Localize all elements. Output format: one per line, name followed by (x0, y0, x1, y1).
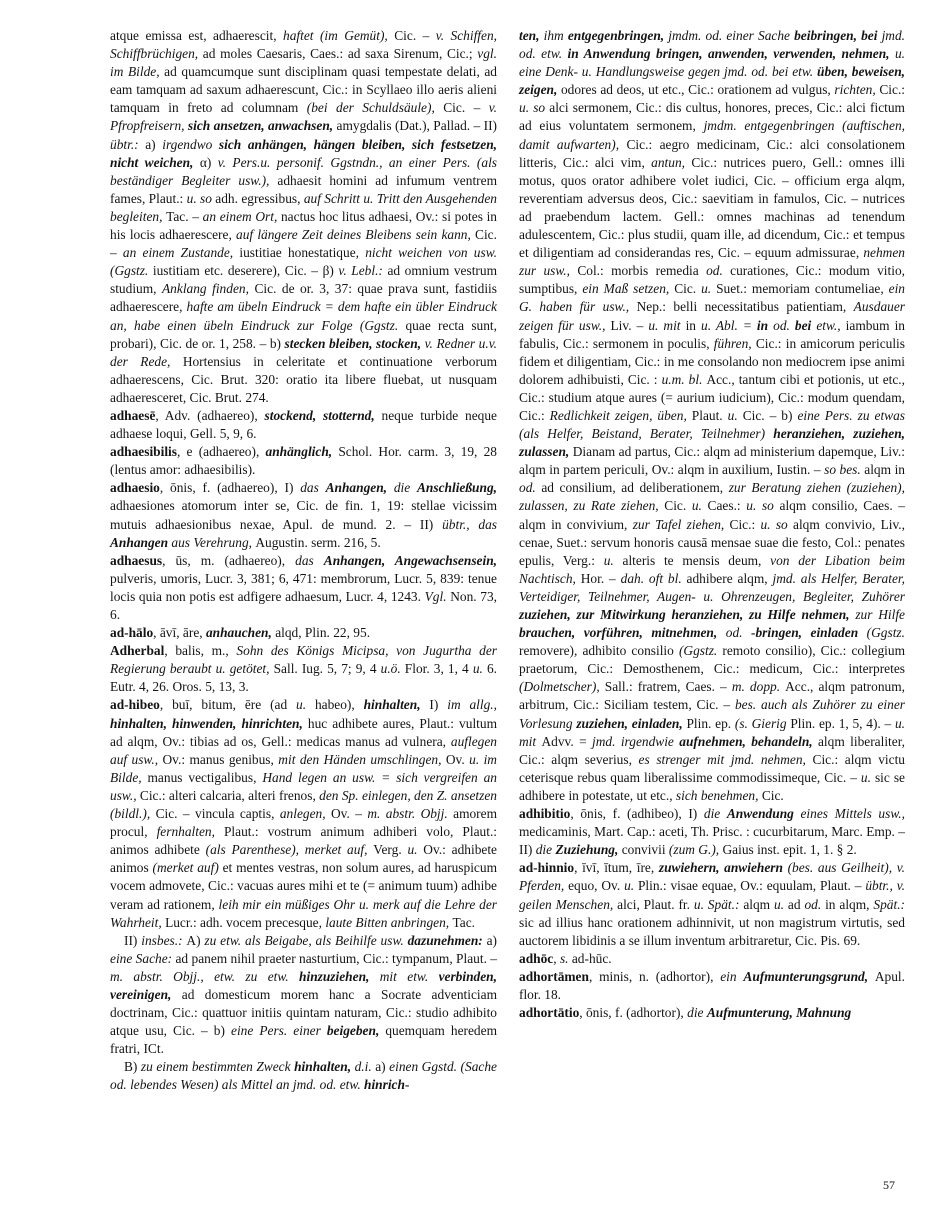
entry-text: u. (407, 842, 424, 858)
entry-text: fernhalten, (156, 824, 224, 840)
entry-text: Non. 73, 6. (110, 588, 497, 622)
entry-text: Sall.: fratrem, Caes. – (604, 679, 732, 695)
entry-text: adhaesit homini ad infumum ventrem fames, Plaut.: (110, 172, 497, 206)
headword: ad-hinnio (519, 860, 575, 876)
entry-text: equo, Ov. (568, 878, 625, 894)
entry-text: bes. auch als Zuhörer zu einer Vorlesung (519, 697, 906, 731)
entry-text: übtr.: (110, 136, 146, 152)
entry-text: od. (725, 625, 752, 641)
entry-text: -bringen, einladen (751, 625, 867, 641)
entry-text: Anwendung (726, 806, 801, 822)
headword: Adherbal (110, 643, 165, 659)
entry-text: Ov.: adhibete animos (110, 842, 498, 876)
entry-text: Cic.: nutrices puero, Gell.: omnes illi motus, quos orator adhibere volet iudici, Cic. – officium erga alqm, reverentiam adversus deos, Cic.: saevitiam in famulos, Cic. – nutrices ad praebendum lactem. Gell.: omnes machinas ad tenendum adulescentem, Cic.: plus studii, quam ille, ad dicendum, Cic.: et tempus et diligentiam ad considerandas res, Cic. – equum admissurae, (519, 154, 906, 261)
entry-text: Spät.: (873, 896, 906, 912)
entry-text: , ūs, m. (adhaereo), (162, 552, 296, 568)
entry-text: hinzuziehen, (299, 968, 380, 984)
entry-text: zu etw. als Beigabe, als Beihilfe usw. (204, 932, 408, 948)
entry-text: ad (787, 896, 805, 912)
entry-text: A) (186, 932, 205, 948)
entry-text: s. (559, 950, 572, 966)
entry-text: (als Parenthese), merket auf, (205, 842, 374, 858)
entry-text: amorem procul, (110, 806, 497, 840)
entry-text: von der Libation beim Nachtisch, (519, 552, 905, 586)
entry-text: üben, beweisen, zeigen, (519, 64, 905, 98)
entry-text: odores ad deos, ut etc., Cic.: orationem ad vulgus, (560, 82, 835, 98)
entry-text: übtr., v. geilen Menschen, (519, 878, 906, 912)
entry-text: Sall. Iug. 5, 7; 9, 4 (273, 661, 381, 677)
entry-text: et mentes vestras, non solum aures, ad haruspicum vocem admovete, Cic.: vacuas aures mihi et te (= animum tuum) adhibe veram ad rationem, (110, 860, 497, 912)
entry-text: zur Hilfe (855, 607, 905, 622)
entry-text: adhaesiones atomorum inter se, Cic. de fin. 1, 19: stellae vicissim mutuis adhaesionibus nexae, Apul. de mund. 2. – II) (110, 498, 497, 532)
entry-text: auf Schritt u. Tritt den Ausgehenden begleiten, (110, 190, 497, 224)
entry-text: anhauchen, (205, 625, 276, 641)
entry-text: (Ggstz. (866, 625, 905, 641)
entry-text: iustitiam etc. deserere), Cic. – β) (152, 263, 339, 279)
entry-text: ein (720, 968, 744, 984)
entry-text: Hortensius in celeritate et continuatione verborum adhaerescens, Cic. Brut. 320: oratio ita libere fluebat, ut nusquam adhaeresceret, Cic. Brut. 274. (110, 353, 498, 405)
entry-text: ad-hūc. (571, 950, 612, 966)
entry-text: jmdm. od. einer Sache (668, 28, 795, 43)
headword: adhaesus (110, 552, 163, 568)
entry-text: , āvī, āre, (153, 625, 206, 641)
entry-text: Ausdauer zeigen für usw., (519, 299, 905, 333)
entry-text: Cic.: (729, 516, 761, 532)
entry-text: Cic.: alqm victu ceterisque rebus quam liberalissime commodissimeque, Cic. – (519, 751, 905, 785)
entry-text: m. dopp. (731, 679, 786, 695)
entry-text: u. (860, 769, 875, 785)
entry-text: alqm consilio, Caes. – alqm in convivium, (519, 498, 905, 532)
entry-text: medicaminis, Mart. Cap.: aceti, Th. Prisc. : cucurbitarum, Marc. Emp. – II) (519, 824, 905, 858)
entry-text: quemquam heredem fratri, ICt. (110, 1023, 497, 1057)
entry-adhibitio (519, 805, 905, 859)
entry-text: u. mit (519, 715, 905, 749)
entry-text: huc adhibete aures, Plaut.: vultum ad alqm, Ov.: tibias ad os, Gell.: medicas manus ad vulnera, (110, 715, 497, 749)
entry-text: (bei der Schuldsäule), (306, 100, 444, 116)
entry-text: , ōnis, f. (adhaereo), I) (159, 480, 301, 496)
entry-text: , (553, 950, 560, 966)
entry-cont-adhaereo (110, 27, 497, 407)
entry-text: bei (794, 317, 817, 333)
entry-text: convivii (621, 842, 669, 858)
entry-text: hinrich- (364, 1077, 410, 1093)
entry-cont-hinrichten (519, 27, 905, 805)
entry-text: alqm liberaliter, Cic.: alqm severius, (519, 733, 905, 767)
entry-text: pulveris, umoris, Lucr. 3, 381; 6, 471: membrorum, Lucr. 5, 839: tenue locis quia non potis est adfigere adhaesum, Lucr. 4, 1243. (110, 570, 497, 604)
page-number: 57 (883, 1178, 895, 1192)
entry-text: iustitiae honestatique, (239, 245, 366, 261)
entry-text: , ōnis, f. (adhibeo), I) (570, 806, 704, 822)
entry-text: laute Bitten anbringen, (325, 914, 453, 930)
entry-text: , buī, bitum, ēre (ad (159, 697, 297, 713)
entry-text: ad consilium, ad deliberationem, (541, 480, 729, 496)
entry-text: alqm in (864, 462, 905, 478)
entry-text: , īvī, ītum, īre, (574, 860, 659, 876)
entry-ad-hibeo (110, 696, 497, 931)
entry-text: Cic. – (394, 28, 436, 43)
entry-text: jmd. irgendwie (592, 733, 680, 749)
entry-text: Cic. (761, 787, 784, 803)
entry-text: zur Tafel ziehen, (632, 516, 730, 532)
entry-text: u. so (186, 190, 216, 206)
entry-text: u.m. bl. (661, 371, 707, 387)
entry-text: führen, (713, 335, 756, 351)
entry-text: Aufmunterungsgrund, (743, 968, 875, 984)
entry-text: u. (472, 661, 487, 677)
entry-text: , minis, n. (adhortor), (588, 968, 721, 984)
entry-text: Hand legen an usw. = sich vergreifen an usw., (110, 769, 497, 803)
entry-adhoc (519, 950, 905, 968)
entry-text: Ov.: manus genibus, (162, 751, 279, 767)
entry-text: ten, (519, 28, 544, 43)
entry-text: aus Verehrung, (171, 534, 256, 550)
entry-text: Plin. ep. (686, 715, 735, 731)
entry-text: so bes. (824, 462, 865, 478)
entry-text: u. Abl. = (701, 317, 757, 333)
entry-text: Ov. – (330, 806, 368, 822)
entry-text: eines Mittels usw., (800, 806, 905, 822)
entry-text: Nep.: belli necessitatibus patientiam, (636, 299, 854, 315)
entry-text: alqm (743, 896, 774, 912)
entry-text: Sohn des Königs Micipsa, von Jugurtha der Regierung beraubt u. getötet, (110, 643, 497, 677)
entry-text: das (295, 552, 324, 568)
entry-text: in (685, 317, 702, 333)
entry-text: die (535, 842, 556, 858)
headword: ad-hālo (110, 625, 154, 641)
entry-text: mit den Händen umschlingen, (278, 751, 446, 767)
entry-text: , e (adhaereo), (176, 444, 266, 460)
entry-text: ad omnium vestrum studium, (110, 263, 497, 297)
entry-text: eine Pers. zu etwas (als Helfer, Beistand, Berater, Teilnehmer) (519, 407, 905, 442)
entry-text: Cic. – vincula captis, (155, 806, 280, 822)
headword: adhaesē (110, 407, 156, 423)
entry-text: remoto consilio), Cic.: collegium praetorum, Cic.: Demosthenem, Cic.: medicum, Cic.: interpretes (519, 643, 905, 677)
entry-text: , ōnis, f. (adhortor), (579, 1005, 688, 1021)
entry-text: einen Ggstd. (Sache od. lebendes Wesen) als Mittel an jmd. od. etw. (110, 1059, 497, 1093)
entry-text: Cic. – (443, 100, 489, 116)
entry-text: es strenger mit jmd. nehmen, (638, 751, 813, 767)
entry-text: verbinden, vereinigen, (110, 968, 497, 1002)
entry-text: Cic.: alteri calcaria, alteri frenos, (139, 787, 320, 803)
entry-text: iambum in fabulis, Cic.: sermonem in poculis, (519, 317, 905, 351)
entry-text: Tac. – (166, 208, 203, 224)
entry-text: irgendwo (162, 136, 219, 152)
entry-text: Cic. (674, 281, 702, 297)
entry-text: in alqm, (825, 896, 874, 912)
entry-text: u. so (760, 516, 794, 532)
entry-text: aufnehmen, behandeln, (679, 733, 818, 749)
entry-text: u. (701, 281, 717, 297)
entry-text: alqd, Plin. 22, 95. (275, 625, 371, 641)
left-column (110, 27, 497, 1095)
entry-text: heranziehen, zuziehen, zulassen, (519, 426, 906, 460)
entry-text: sich benehmen, (675, 787, 762, 803)
entry-text: Anhangen (110, 534, 172, 550)
entry-text: in (756, 317, 774, 333)
entry-text: sich anhängen, hängen bleiben, sich festsetzen, nicht weichen, (110, 136, 497, 170)
entry-adhortamen (519, 968, 905, 1004)
entry-text: alci sermonem, Cic.: dis cultus, honores, preces, Cic.: alci fictum ad eius voluntatem sermonem, (519, 100, 905, 134)
entry-text: zuwiehern, anwiehern (658, 860, 788, 876)
entry-text: Cic. – (110, 227, 497, 261)
entry-text: (merket auf) (152, 860, 223, 876)
entry-text: Augustin. serm. 216, 5. (255, 534, 381, 550)
entry-text: u. (296, 697, 315, 713)
entry-text: ein Maß setzen, (582, 281, 675, 297)
entry-text: u. so (746, 498, 780, 514)
entry-text: alteris te mensis deum, (622, 552, 771, 568)
entry-adhaesio (110, 479, 497, 551)
entry-text: die (703, 806, 727, 822)
entry-text: Gaius inst. epit. 1, 1. § 2. (722, 842, 857, 858)
entry-text: stecken bleiben, stocken, (284, 335, 425, 351)
headword: adhaesibilis (110, 444, 177, 460)
entry-text: u. (603, 552, 623, 568)
entry-text: Hor. – (580, 570, 621, 586)
entry-text: an einem Zustande, (122, 245, 240, 261)
entry-adhortatio (519, 1004, 905, 1022)
entry-text: beibringen, bei (794, 28, 882, 43)
entry-ad-hibeo-II (110, 932, 497, 1059)
entry-text: II) (124, 932, 142, 948)
entry-text: dazunehmen: (407, 932, 487, 948)
entry-text: ad quamcumque sunt disciplinam quasi tempestate delati, ad eam tamquam ad saxum adhaerescunt, Cic.: in Scyllaeo illo aeris alieni tamquam in freto ad columnam (110, 64, 498, 116)
entry-text: zur Beratung ziehen (zuziehen), zulassen, zu Rate ziehen, (519, 480, 905, 514)
entry-text: hafte am übeln Eindruck = dem hafte ein übler Eindruck an, habe einen übeln Eindruck zur Folge (Ggstz. (110, 299, 497, 333)
entry-text: a) (486, 932, 498, 948)
entry-text: Cic. de or. 3, 37: quae prava sunt, fastidiis adhaerescere, (110, 281, 497, 315)
entry-text: zuziehen, einladen, (576, 715, 687, 731)
entry-text: od. (773, 317, 795, 333)
headword: adhortāmen (519, 968, 589, 984)
entry-text: Ov. (445, 751, 470, 767)
entry-text: od. (804, 896, 826, 912)
entry-text: nehmen zur usw., (519, 245, 905, 279)
entry-text: u. (691, 498, 708, 514)
entry-text: Advv. = (541, 733, 593, 749)
entry-text: sic se adhibere in potestate, ut etc., (519, 769, 906, 803)
entry-text: Cic. – b) (742, 407, 798, 423)
entry-text: im allg., (447, 697, 498, 713)
entry-text: (s. Gierig (734, 715, 791, 731)
entry-text: Cic.: aegro medicinam, Cic.: alci consolationem litteris, Cic.: alci vim, (519, 136, 905, 170)
entry-text: eine Sache: (110, 950, 176, 966)
entry-text: Anklang finden, (162, 281, 255, 297)
entry-text: d.i. (354, 1059, 376, 1075)
entry-text: v. Redner u.v. der Rede, (110, 335, 498, 369)
headword: adhōc (519, 950, 554, 966)
entry-text: Plaut. (691, 407, 728, 423)
entry-text: u.ö. (380, 661, 405, 677)
entry-text: sic ad illius hanc orationem adhinnivit, ut non magistrum virtutis, sed auctorem libidinis a se illum inventum arbitraretur, Cic. Pis. 69. (519, 914, 905, 948)
entry-text: hinhalten, (294, 1059, 355, 1075)
entry-text: jmd. als Helfer, Berater, Verteidiger, Teilnehmer, Augen- u. Ohrenzeugen, Begleiter, Zuhörer (519, 570, 905, 604)
entry-text: jmd. od. etw. (519, 28, 905, 62)
entry-text: Acc., alqm patronum, arbitrum, Cic.: Siciliam testem, Cic. – (519, 679, 905, 713)
entry-text: u. so (519, 100, 550, 116)
entry-text: ad panem nihil praeter nasturtium, Cic.: tympanum, Plaut. – (175, 950, 497, 966)
entry-text: u. mit (648, 317, 686, 333)
entry-text: Suet.: memoriam contumeliae, (716, 281, 889, 297)
entry-text: Aufmunterung, Mahnung (706, 1005, 852, 1021)
entry-text: nactus hoc litus adhaesi, Ov.: si potes in his locis adhaerescere, (110, 208, 497, 243)
entry-text: (Dolmetscher), (519, 679, 605, 695)
entry-text: adh. egressibus, (215, 190, 304, 206)
entry-text: a) (145, 136, 163, 152)
entry-text: quae recta sunt, probari), Cic. de or. 1, 258. – b) (110, 317, 497, 351)
entry-text: anlegen, (279, 806, 331, 822)
entry-text: alqm convivio, Liv., cenae, Suet.: servum honoris causā mensae suae die festo, Col.: penates epulis, Verg.: (519, 516, 905, 568)
entry-text: alci, Plaut. fr. (617, 896, 694, 912)
entry-ad-hibeo-IIB (110, 1058, 497, 1094)
entry-text: u. eine Denk- u. Handlungsweise gegen jmd. od. bei etw. (519, 46, 905, 80)
entry-text: od. (706, 263, 731, 279)
entry-text: an einem Ort, (202, 208, 281, 224)
entry-text: curationes, Cic.: modum vitio, sumptibus, (519, 263, 905, 297)
entry-text: auflegen auf usw., (110, 733, 497, 767)
entry-text: Dianam ad partus, Cic.: alqm ad ministerium dapemque, Liv.: alqm in partem periculi, Ov.: alqm in auxilium, Iustin. – (519, 444, 905, 478)
entry-text: ad domesticum morem hanc a Socrate adventiciam doctrinam, Cic.: quattuor initiis quintam naturam, Cic.: studio adhibito atque usu, Cic. – b) (110, 986, 497, 1039)
entry-text: etw., (816, 317, 846, 333)
entry-text: Anhangen, (325, 480, 394, 496)
entry-text: leih mir ein müßiges Ohr u. merk auf die Lehre der Wahrheit, (110, 896, 497, 930)
entry-text: v. Lebl.: (338, 263, 388, 279)
entry-text: adhibere alqm, (686, 570, 773, 586)
entry-text: brauchen, vorführen, mitnehmen, (519, 625, 726, 641)
entry-text: nicht weichen von usw. (Ggstz. (110, 245, 498, 279)
headword: adhortātio (519, 1005, 580, 1021)
entry-text: haftet (im Gemüt), (283, 28, 395, 43)
entry-text: die (687, 1005, 707, 1021)
entry-text: manus vectigalibus, (147, 769, 263, 785)
entry-text: u. Spät.: (693, 896, 744, 912)
entry-text: u. (773, 896, 788, 912)
entry-text: v. Schiffen, Schiffbrüchigen, (110, 28, 497, 62)
entry-text: Anhangen, Angewachsensein, (323, 552, 497, 568)
entry-text: Cic.: in amicorum periculis fidem et diligentiam, Cic.: in me consolando non mediocrem ipse animi dolorem adhibuisti, Cic. : (519, 335, 905, 387)
entry-text: , Adv. (adhaereo), (155, 407, 265, 423)
entry-text: den Sp. einlegen, den Z. ansetzen (bildl.), (110, 787, 497, 822)
entry-text: Lucr.: adh. vocem precesque, (165, 914, 326, 930)
entry-text: Redlichkeit zeigen, üben, (549, 407, 692, 423)
entry-text: Cic.: (879, 82, 906, 98)
entry-text: Zuziehung, (555, 842, 622, 858)
entry-text: übtr., das (442, 516, 498, 532)
right-column (519, 27, 905, 1022)
entry-text: mit etw. (379, 968, 439, 984)
entry-text: antun, (651, 154, 692, 170)
entry-text: insbes.: (141, 932, 187, 948)
entry-text: zu einem bestimmten Zweck (140, 1059, 295, 1075)
entry-text: zuziehen, zur Mitwirkung heranziehen, zu Hilfe nehmen, (519, 607, 856, 622)
entry-text: auf längere Zeit deines Bleibens sein kann, (236, 227, 476, 243)
entry-text: u. (727, 407, 743, 423)
entry-text: dah. oft bl. (620, 570, 687, 586)
entry-text: m. abstr. Objj., etw. zu etw. (110, 968, 300, 984)
entry-text: Flor. 3, 1, 4 (404, 661, 473, 677)
entry-text: Plaut.: vostrum animum adhiberi volo, Plaut.: animos adhibete (110, 824, 498, 858)
entry-text: anhänglich, (265, 444, 339, 460)
entry-text: vgl. im Bilde, (110, 46, 497, 80)
entry-text: Plin. ep. 1, 5, 4). – (790, 715, 895, 731)
entry-adhaese (110, 407, 497, 443)
entry-text: v. Pfropfreisern, (110, 100, 497, 134)
entry-text: beigeben, (326, 1023, 386, 1039)
entry-adhaesibilis (110, 443, 497, 479)
headword: adhibitio (519, 806, 571, 822)
entry-text: Schol. Hor. carm. 3, 19, 28 (lentus amor: adhaesibilis). (110, 444, 497, 478)
entry-text: sich ansetzen, anwachsen, (187, 118, 337, 134)
entry-text: entgegenbringen, (567, 28, 669, 43)
entry-text: Vgl. (424, 588, 451, 604)
headword: ad-hibeo (110, 697, 160, 713)
entry-text: a) (375, 1059, 390, 1075)
entry-text: m. abstr. Objj. (367, 806, 454, 822)
entry-text: , balis, m., (164, 643, 237, 659)
entry-text: hinhalten, hinwenden, hinrichten, (110, 715, 308, 731)
entry-text: die (393, 480, 417, 496)
entry-text: I) (429, 697, 448, 713)
entry-text: Col.: morbis remedia (577, 263, 707, 279)
entry-text: od. (519, 480, 542, 496)
entry-ad-hinnio (519, 859, 905, 949)
headword: adhaesio (110, 480, 160, 496)
entry-text: hinhalten, (363, 697, 430, 713)
entry-text: u. (624, 878, 638, 894)
entry-text: Plin.: visae equae, Ov.: equulam, Plaut. – (637, 878, 866, 894)
entry-text: das (300, 480, 326, 496)
entry-text: richten, (834, 82, 880, 98)
entry-text: amygdalis (Dat.), Pallad. – II) (336, 118, 497, 134)
entry-text: (zum G.), (668, 842, 723, 858)
entry-text: in Anwendung bringen, anwenden, verwenden, nehmen, (567, 46, 895, 62)
entry-text: removere), adhibito consilio (519, 643, 679, 659)
entry-text: atque emissa est, adhaerescit, (110, 28, 284, 43)
entry-text: Tac. (452, 914, 475, 930)
entry-text: α) (199, 154, 218, 170)
entry-text: u. im Bilde, (110, 751, 497, 785)
entry-text: Acc., tantum cibi et potionis, ut etc., Cic.: studium atque aures (= aurium iudicium), Cic.: modum quendam, Cic.: (519, 371, 905, 423)
entry-text: Caes.: (707, 498, 747, 514)
entry-text: ad moles Caesaris, Caes.: ad saxa Sirenum, Cic.; (202, 46, 478, 62)
entry-adherbal (110, 642, 497, 696)
entry-text: neque turbide neque adhaese loqui, Gell. 5, 9, 6. (110, 407, 497, 442)
entry-text: Verg. (373, 842, 408, 858)
entry-text: Apul. flor. 18. (519, 968, 905, 1002)
entry-text: 6. Eutr. 4, 26. Oros. 5, 13, 3. (110, 661, 497, 695)
entry-text: eine Pers. einer (231, 1023, 327, 1039)
entry-text: Cic. (664, 498, 692, 514)
entry-text: ein G. haben für usw., (519, 281, 905, 315)
entry-adhaesus (110, 552, 497, 624)
entry-text: ihm (543, 28, 568, 43)
entry-text: Liv. – (610, 317, 649, 333)
entry-text: stockend, stotternd, (264, 407, 382, 423)
entry-text: jmdm. entgegenbringen (auftischen, damit aufwarten), (519, 118, 905, 152)
entry-text: B) (124, 1059, 141, 1075)
entry-ad-halo (110, 624, 497, 642)
entry-text: Anschließung, (417, 480, 497, 496)
entry-text: (bes. aus Geilheit), v. Pferden, (519, 860, 905, 894)
entry-text: (Ggstz. (678, 643, 723, 659)
entry-text: habeo), (314, 697, 364, 713)
entry-text: v. Pers.u. personif. Ggstndn., an einer Pers. (als beständiger Begleiter usw.), (110, 154, 498, 188)
